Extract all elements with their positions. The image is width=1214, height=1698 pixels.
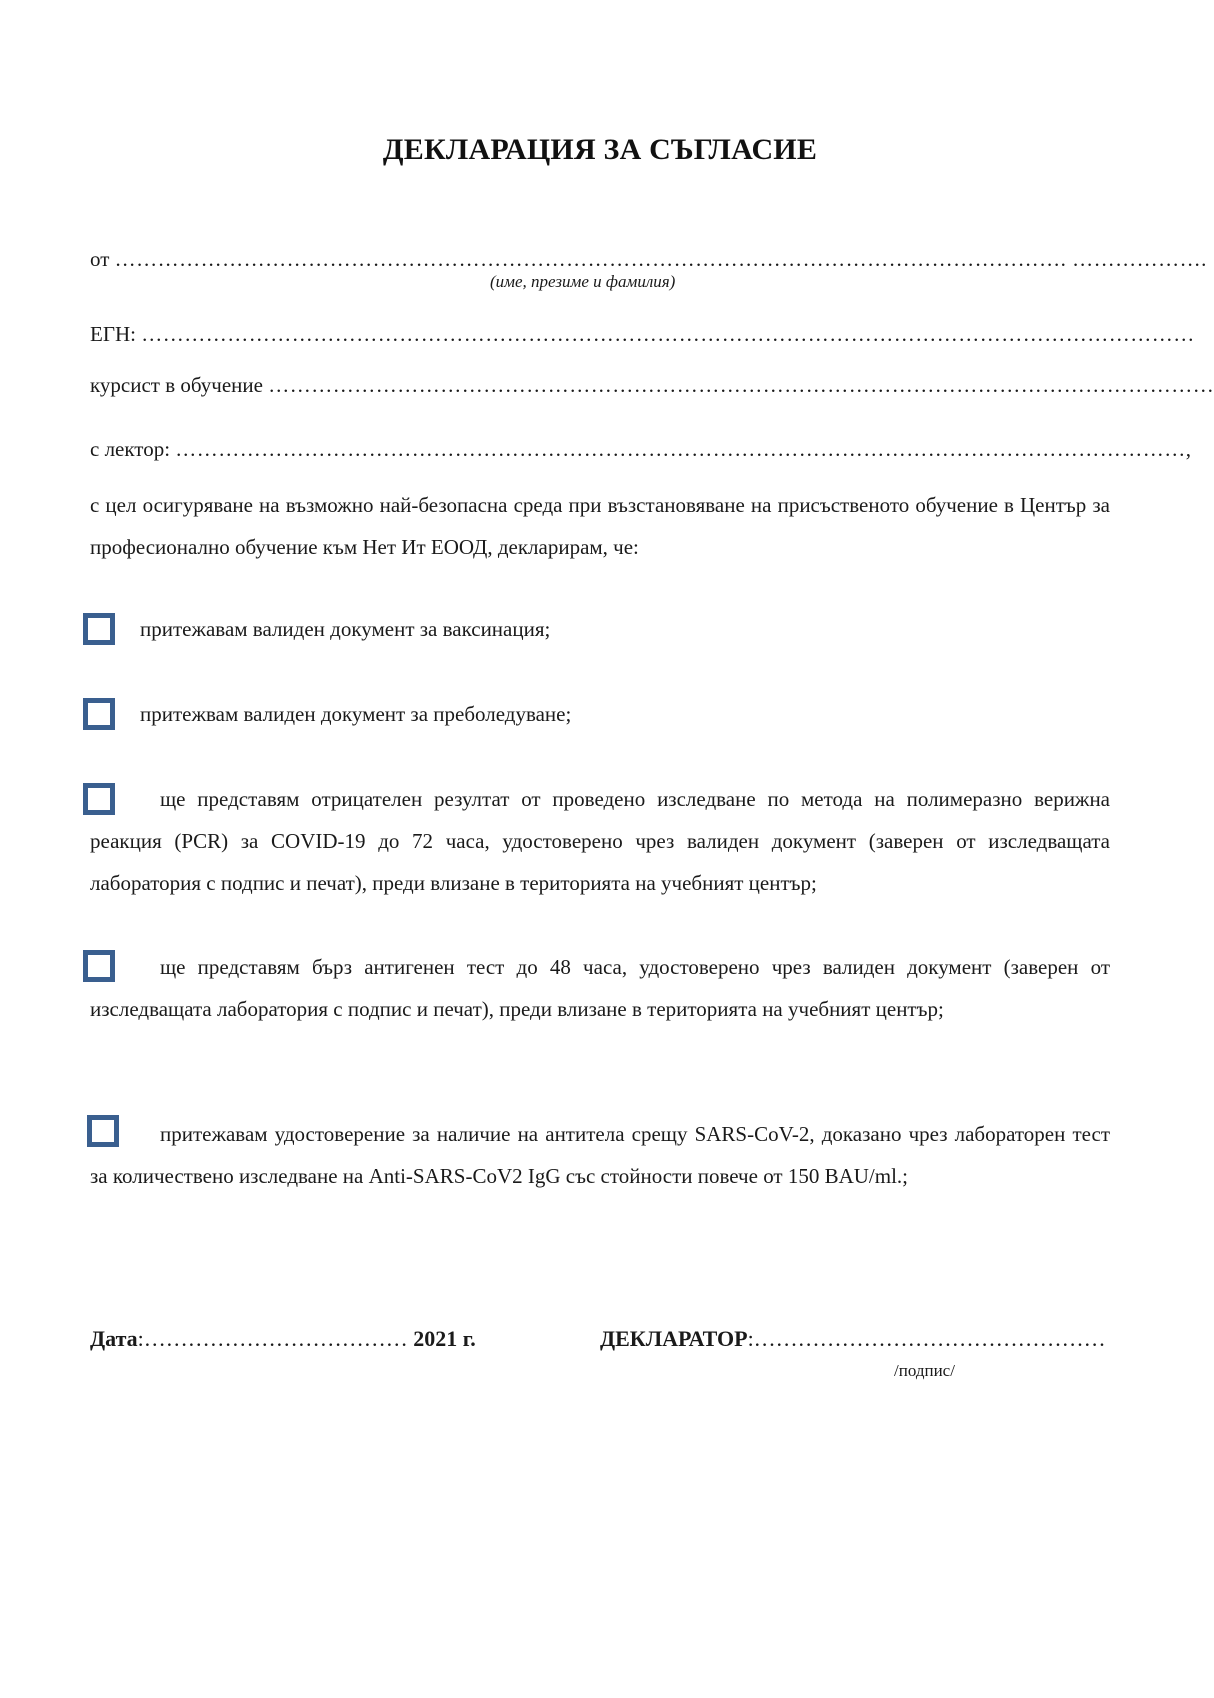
from-label: от — [90, 247, 110, 271]
declarant-label: ДЕКЛАРАТОР — [600, 1326, 748, 1351]
checkbox-vaccination[interactable] — [83, 613, 115, 645]
option-pcr: ще представям отрицателен резултат от проведено изследване по метода на полимеразно верижна реакция (PCR) за COVID-19 до 72 часа, удостоверено чрез валиден документ (заверен от изследващата лаборатория с подпис и печат), преди влизане в територията на учебният център; — [90, 787, 1110, 895]
egn-field[interactable] — [90, 322, 1195, 347]
document-title: ДЕКЛАРАЦИЯ ЗА СЪГЛАСИЕ — [382, 133, 818, 166]
signature-caption: /подпис/ — [894, 1361, 955, 1380]
trainee-dots: …………………………………………………………………………………………………………………… — [268, 373, 1214, 397]
trainee-label: курсист в обучение — [90, 373, 263, 397]
option-recovery: притежвам валиден документ за преболедуване; — [140, 702, 572, 726]
trainee-field[interactable] — [90, 373, 1214, 398]
year-label: 2021 г. — [413, 1326, 476, 1351]
from-field[interactable] — [90, 247, 1207, 272]
egn-dots: ………………………………………………………………………………………………………………………………… — [141, 322, 1195, 346]
lecturer-label: с лектор: — [90, 437, 171, 461]
from-dots: ……………………………………………………………………………………………………………………. ………………. — [114, 247, 1207, 271]
from-caption: (име, презиме и фамилия) — [490, 272, 676, 291]
intro-paragraph: с цел осигуряване на възможно най-безопасна среда при възстановяване на присъственото обучение в Център за професионално обучение към Нет Ит ЕООД, декларирам, че: — [90, 493, 1110, 559]
lecturer-dots: ……………………………………………………………………………………………………………………………, — [175, 437, 1192, 461]
declarant-dots: :………………………………………… — [747, 1326, 1106, 1351]
option-antigen: ще представям бърз антигенен тест до 48 часа, удостоверено чрез валиден документ (заверен от изследващата лаборатория с подпис и печат), преди влизане в територията на учебният център; — [90, 955, 1110, 1021]
date-label: Дата — [90, 1326, 138, 1351]
lecturer-field[interactable] — [90, 437, 1192, 462]
egn-label: ЕГН: — [90, 322, 136, 346]
checkbox-recovery[interactable] — [83, 698, 115, 730]
option-antibodies: притежавам удостоверение за наличие на антитела срещу SARS-CoV-2, доказано чрез лабораторен тест за количествено изследване на Anti-SARS-CoV2 IgG със стойности повече от 150 BAU/ml.; — [90, 1122, 1110, 1188]
date-dots: :……………………………… — [137, 1326, 408, 1351]
date-field[interactable] — [90, 1326, 476, 1352]
option-vaccination: притежавам валиден документ за ваксинация; — [140, 617, 551, 641]
declarant-field[interactable] — [600, 1326, 1106, 1352]
